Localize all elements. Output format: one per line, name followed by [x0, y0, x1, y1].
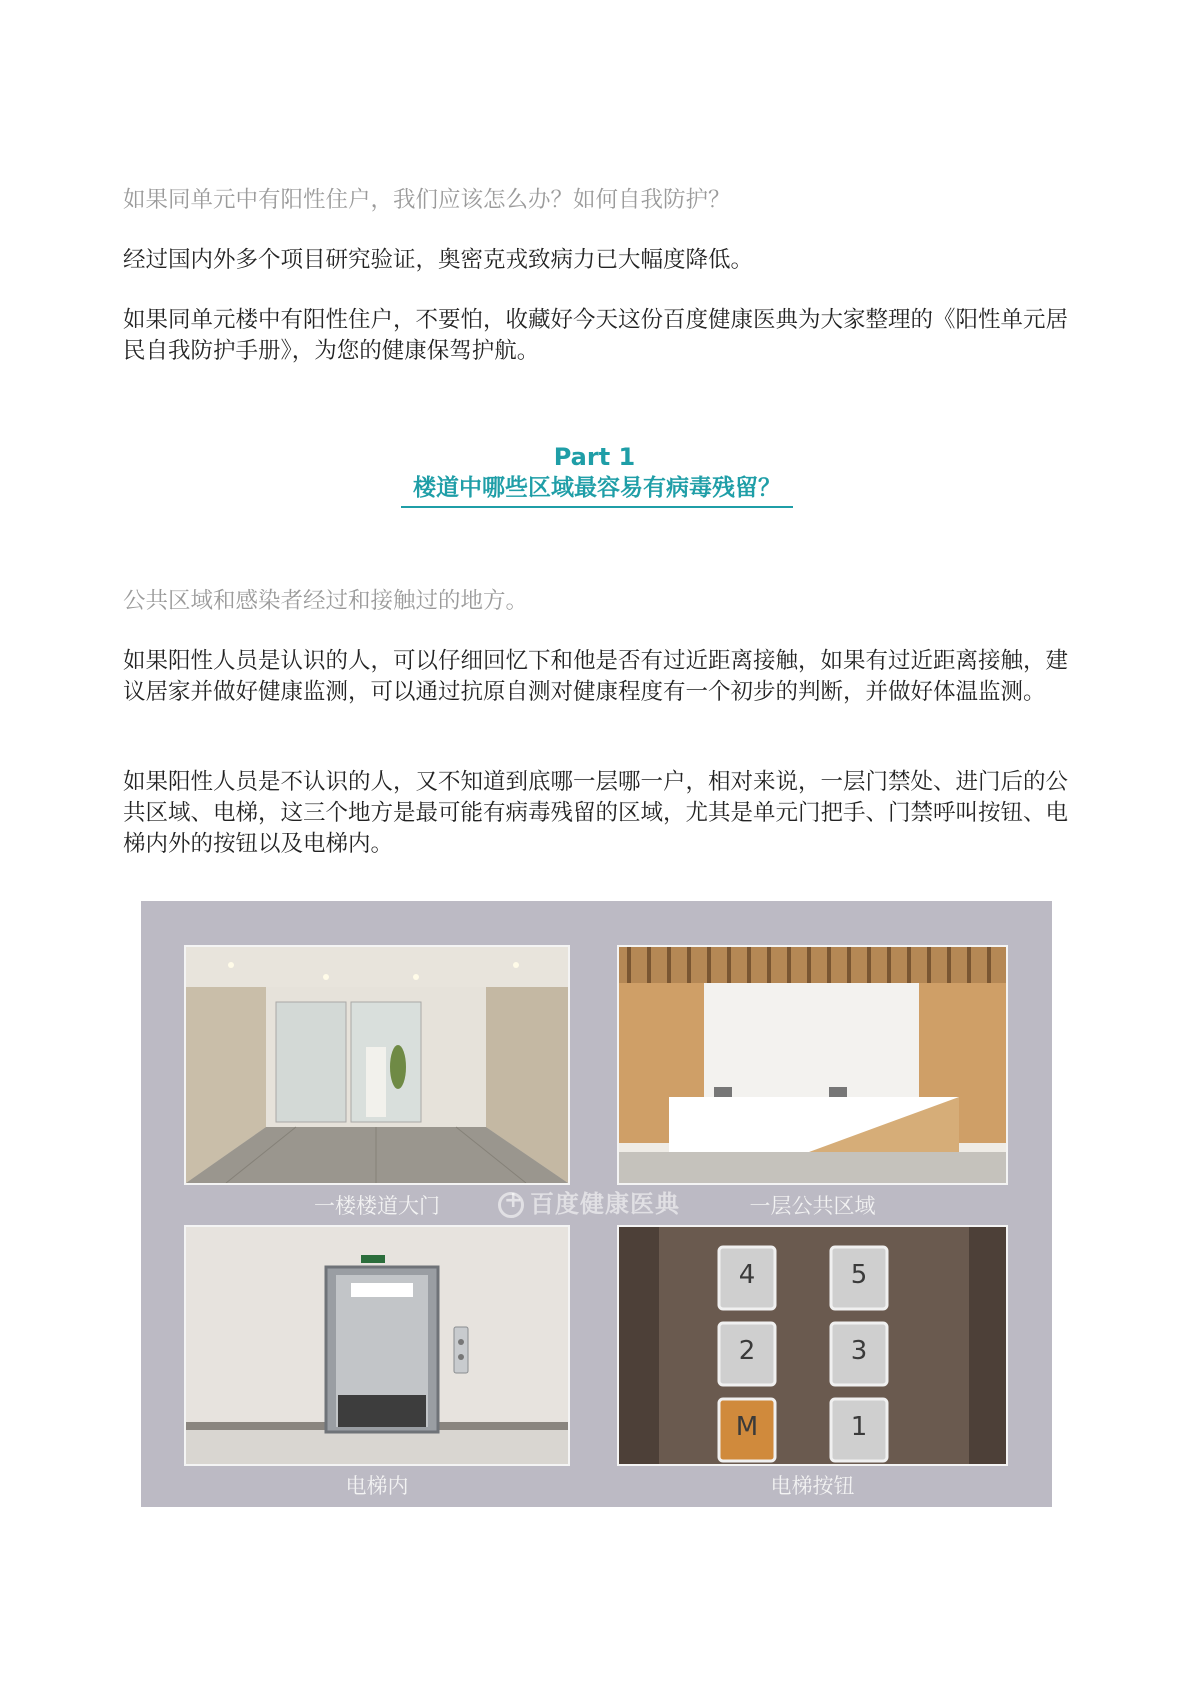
lobby-door-photo [184, 945, 570, 1185]
caption-lobby-door: 一楼楼道大门 [314, 1194, 440, 1218]
illustration-figure [141, 901, 1052, 1507]
elevator-button-label: 2 [738, 1336, 756, 1366]
caption-elevator-buttons: 电梯按钮 [770, 1474, 855, 1498]
elevator-button-M [719, 1399, 775, 1461]
elevator-button-5 [831, 1247, 887, 1309]
elevator-button-2 [719, 1323, 775, 1385]
part-subtitle: 楼道中哪些区域最容易有病毒残留？ [401, 472, 793, 508]
elevator-button-label: 5 [850, 1260, 868, 1290]
elevator-button-1 [831, 1399, 887, 1461]
public-area-photo [617, 945, 1008, 1185]
section-paragraph-2: 如果阳性人员是不认识的人，又不知道到底哪一层哪一户，相对来说，一层门禁处、进门后的公共区域、电梯，这三个地方是最可能有病毒残留的区域，尤其是单元门把手、门禁呼叫按钮、电梯内外的按钮以及电梯内。 [123, 769, 1069, 857]
elevator-button-label: 1 [850, 1412, 868, 1442]
elevator-buttons-photo [617, 1225, 1008, 1466]
elevator-button-4 [719, 1247, 775, 1309]
section-lead: 公共区域和感染者经过和接触过的地方。 [123, 588, 529, 614]
intro-paragraph-2: 如果同单元楼中有阳性住户，不要怕，收藏好今天这份百度健康医典为大家整理的《阳性单元居民自我防护手册》，为您的健康保驾护航。 [123, 307, 1069, 364]
baidu-health-logo-icon [498, 1192, 524, 1218]
watermark [498, 1184, 680, 1219]
elevator-button-label: M [735, 1412, 759, 1442]
question-heading: 如果同单元中有阳性住户，我们应该怎么办？如何自我防护？ [123, 187, 731, 213]
elevator-button-label: 4 [738, 1260, 756, 1290]
caption-elevator-inside: 电梯内 [345, 1474, 409, 1498]
elevator-button-3 [831, 1323, 887, 1385]
section-paragraph-1: 如果阳性人员是认识的人，可以仔细回忆下和他是否有过近距离接触，如果有过近距离接触，建议居家并做好健康监测，可以通过抗原自测对健康程度有一个初步的判断，并做好体温监测。 [123, 648, 1069, 705]
caption-public-area: 一层公共区域 [749, 1194, 876, 1218]
elevator-inside-photo [184, 1225, 570, 1466]
intro-paragraph: 经过国内外多个项目研究验证，奥密克戎致病力已大幅度降低。 [123, 247, 754, 273]
watermark-text: 百度健康医典 [530, 1190, 680, 1218]
elevator-button-label: 3 [850, 1336, 868, 1366]
part-title: Part 1 [553, 443, 636, 471]
